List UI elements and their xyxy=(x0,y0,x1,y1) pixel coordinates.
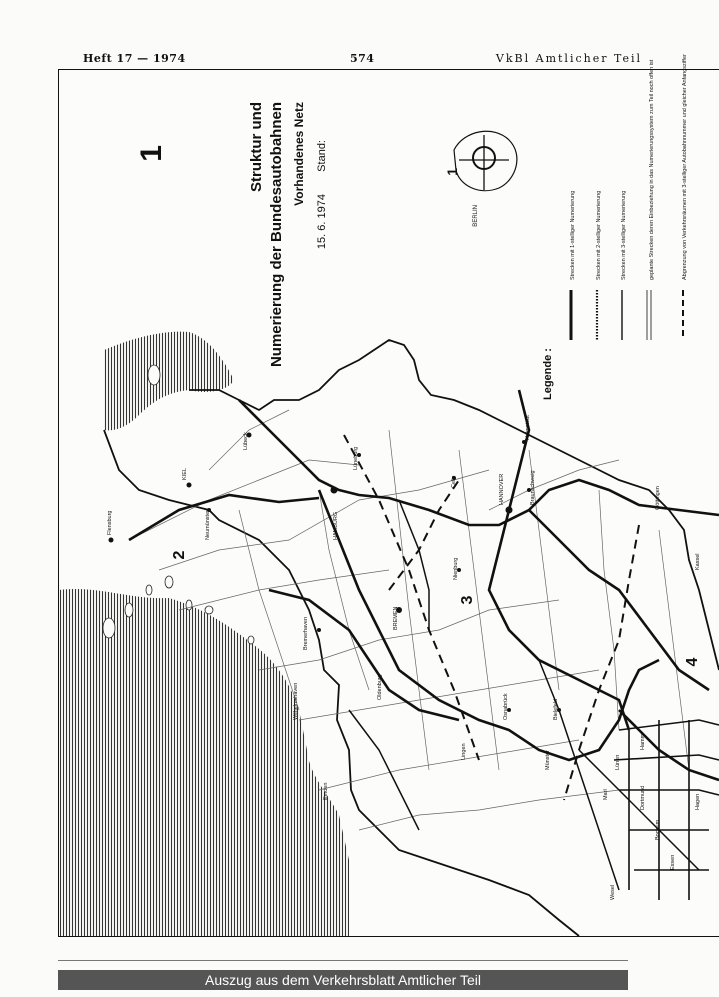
planned-routes xyxy=(344,435,639,800)
city-label: Essen xyxy=(670,854,676,870)
city-label: Osnabrück xyxy=(503,693,509,720)
sheet-number: 1 xyxy=(135,145,168,162)
legend-item-4: geplante Strecken deren Einbeziehung in das Numerierungssystem zum Teil noch offen ist xyxy=(649,59,655,280)
city-label: Bielefeld xyxy=(553,698,559,720)
legend-item-3: Strecken mit 3-stelliger Numerierung xyxy=(621,190,627,280)
region-number-4: 4 xyxy=(684,657,701,667)
legend-item-5: Abgrenzung von Verkehrsräumen mit 3-stelliger Autobahnnummer und gleicher Anfangsziffer xyxy=(682,54,688,280)
city-label: Kassel xyxy=(695,553,701,570)
city-label: Wesel xyxy=(610,884,616,900)
map-title-line2: Numerierung der Bundesautobahnen xyxy=(268,102,285,368)
issue-label: Heft 17 — 1974 xyxy=(83,52,186,65)
publication-label: VkBl Amtlicher Teil xyxy=(495,52,642,65)
title-block xyxy=(135,102,479,367)
city-label: Lübeck xyxy=(243,432,249,450)
region-number-2: 2 xyxy=(171,550,188,560)
footer-divider xyxy=(58,960,628,961)
city-label: Dortmund xyxy=(640,785,646,810)
city-label: Braunschweig xyxy=(530,470,536,505)
city-label: Helmstedt xyxy=(525,415,531,440)
city-label: HAMBURG xyxy=(333,511,339,540)
city-label: Wilhelmshaven xyxy=(293,682,299,720)
city-label: Hamm xyxy=(640,733,646,750)
city-label: Lünen xyxy=(615,754,621,770)
autobahn-2-digit xyxy=(349,500,699,890)
city-label: BREMEN xyxy=(393,606,399,630)
city-label: Flensburg xyxy=(107,510,113,535)
legend xyxy=(542,54,688,400)
city-label: Bremerhaven xyxy=(303,616,309,650)
stand-date: 15. 6. 1974 xyxy=(316,194,328,250)
inset-number: 1 xyxy=(444,168,460,176)
berlin-inset xyxy=(454,131,517,190)
city-label: Bochum xyxy=(655,819,661,840)
baltic-sea-area xyxy=(104,332,234,431)
city-label: Lingen xyxy=(461,743,467,760)
city-label: Marl xyxy=(603,789,609,800)
inset-city: BERLIN xyxy=(473,205,479,227)
map-subtitle: Vorhandenes Netz xyxy=(292,102,306,206)
city-label: Lüneburg xyxy=(353,446,359,470)
city-label: Göttingen xyxy=(655,486,661,510)
legend-item-1: Strecken mit 1-stelliger Numerierung xyxy=(570,190,576,280)
city-label: Hagen xyxy=(695,793,701,810)
footer-banner: Auszug aus dem Verkehrsblatt Amtlicher Teil xyxy=(58,970,628,990)
legend-title: Legende : xyxy=(542,348,554,400)
city-label: Neumünster xyxy=(205,510,211,540)
page-number: 574 xyxy=(350,52,375,65)
ruhr-area xyxy=(614,720,719,900)
legend-swatch-4 xyxy=(647,290,651,340)
map-title-line1: Struktur und xyxy=(248,102,265,192)
city-label: Münster xyxy=(545,750,551,770)
city-label: Celle xyxy=(451,475,457,488)
legend-item-2: Strecken mit 2-stelliger Numerierung xyxy=(596,190,602,280)
city-label: HANNOVER xyxy=(499,473,505,505)
region-number-3: 3 xyxy=(459,595,476,605)
stand-label: Stand: xyxy=(316,140,328,172)
city-label: Oldenburg xyxy=(377,674,383,700)
city-label: Emden xyxy=(323,782,329,800)
city-label: KIEL xyxy=(182,468,188,480)
city-label: Nienburg xyxy=(453,557,459,580)
